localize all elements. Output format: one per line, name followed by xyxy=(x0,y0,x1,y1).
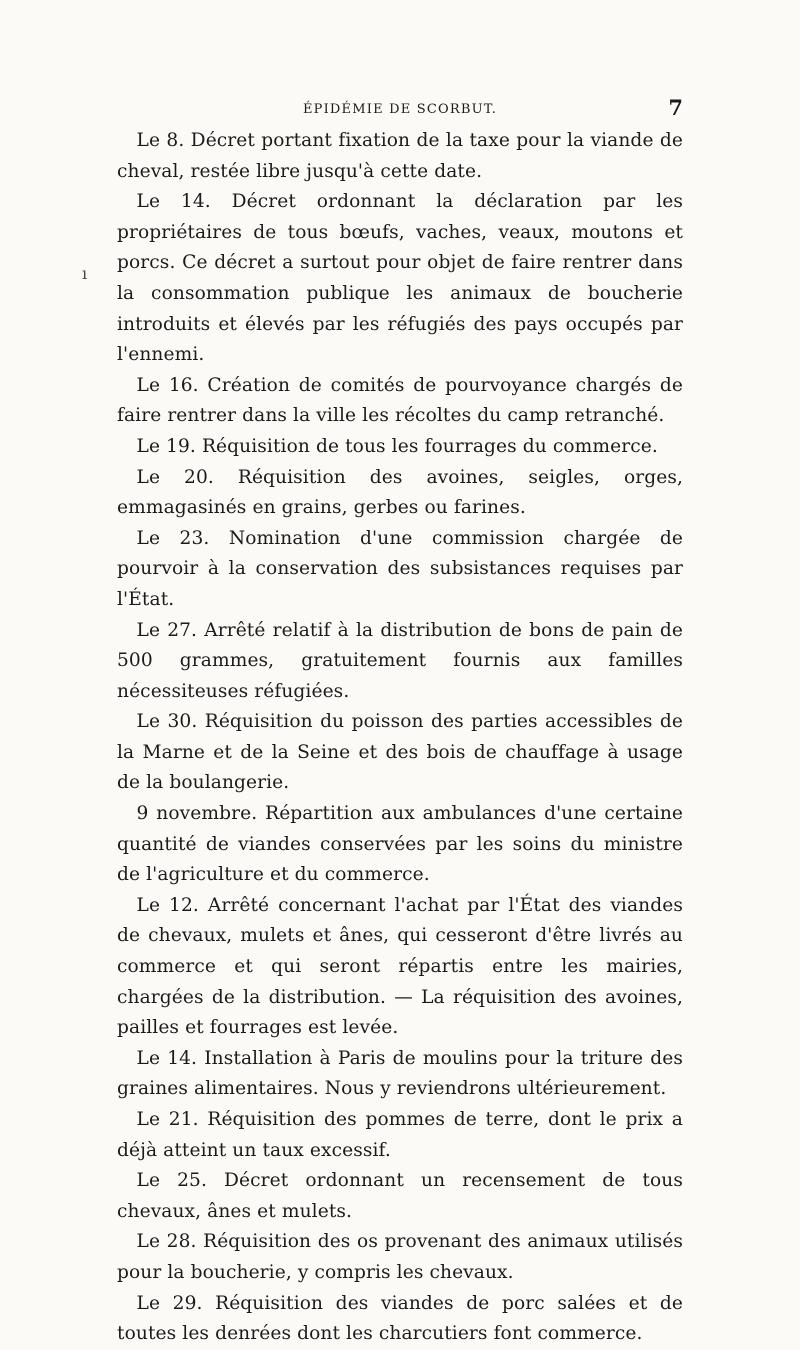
paragraph-oct-16: Le 16. Création de comités de pourvoyance chargés de faire rentrer dans la ville les récoltes du camp retranché. xyxy=(117,374,683,427)
paragraph-nov-25: Le 25. Décret ordonnant un recensement de tous chevaux, ânes et mulets. xyxy=(117,1170,683,1222)
paragraph-nov-29: Le 29. Réquisition des viandes de porc salées et de toutes les denrées dont les charcutiers font commerce. xyxy=(117,1292,683,1345)
paragraph-oct-14: Le 14. Décret ordonnant la déclaration par les propriétaires de tous bœufs, vaches, veaux, moutons et porcs. Ce décret a surtout pour objet de faire rentrer dans la consommation publique les animaux de boucherie introduits et élevés par les réfugiés des pays occupés par l'ennemi. xyxy=(117,191,683,366)
paragraph-nov-14: Le 14. Installation à Paris de moulins pour la triture des graines alimentaires. Nous y reviendrons ultérieurement. xyxy=(117,1047,683,1100)
paragraph-oct-23: Le 23. Nomination d'une commission chargée de pourvoir à la conservation des subsistances requises par l'État. xyxy=(117,527,683,610)
paragraph-nov-9: 9 novembre. Répartition aux ambulances d'une certaine quantité de viandes conservées par les soins du ministre de l'agriculture et du commerce. xyxy=(117,803,683,886)
paragraph-nov-21: Le 21. Réquisition des pommes de terre, dont le prix a déjà atteint un taux excessif. xyxy=(117,1109,683,1161)
body-text xyxy=(117,126,683,1350)
running-title: ÉPIDÉMIE DE SCORBUT. xyxy=(302,102,498,117)
margin-mark: ı xyxy=(82,264,88,283)
paragraph-oct-8: Le 8. Décret portant fixation de la taxe pour la viande de cheval, restée libre jusqu'à cette date. xyxy=(117,130,683,182)
paragraph-nov-28: Le 28. Réquisition des os provenant des animaux utilisés pour la boucherie, y compris les chevaux. xyxy=(117,1231,683,1283)
paragraph-nov-12: Le 12. Arrêté concernant l'achat par l'État des viandes de chevaux, mulets et ânes, qui cesseront d'être livrés au commerce et qui seront répartis entre les mairies, chargées de la distribution. — La réquisition des avoines, pailles et fourrages est levée. xyxy=(117,894,683,1039)
paragraph-oct-20: Le 20. Réquisition des avoines, seigles, orges, emmagasinés en grains, gerbes ou farines. xyxy=(117,466,683,519)
paragraph-oct-30: Le 30. Réquisition du poisson des parties accessibles de la Marne et de la Seine et des bois de chauffage à usage de la boulangerie. xyxy=(117,711,683,794)
page-number: 7 xyxy=(668,95,683,120)
running-head xyxy=(117,95,683,122)
paragraph-oct-27: Le 27. Arrêté relatif à la distribution de bons de pain de 500 grammes, gratuitement fournis aux familles nécessiteuses réfugiées. xyxy=(117,619,683,702)
paragraph-oct-19: Le 19. Réquisition de tous les fourrages du commerce. xyxy=(136,435,658,457)
